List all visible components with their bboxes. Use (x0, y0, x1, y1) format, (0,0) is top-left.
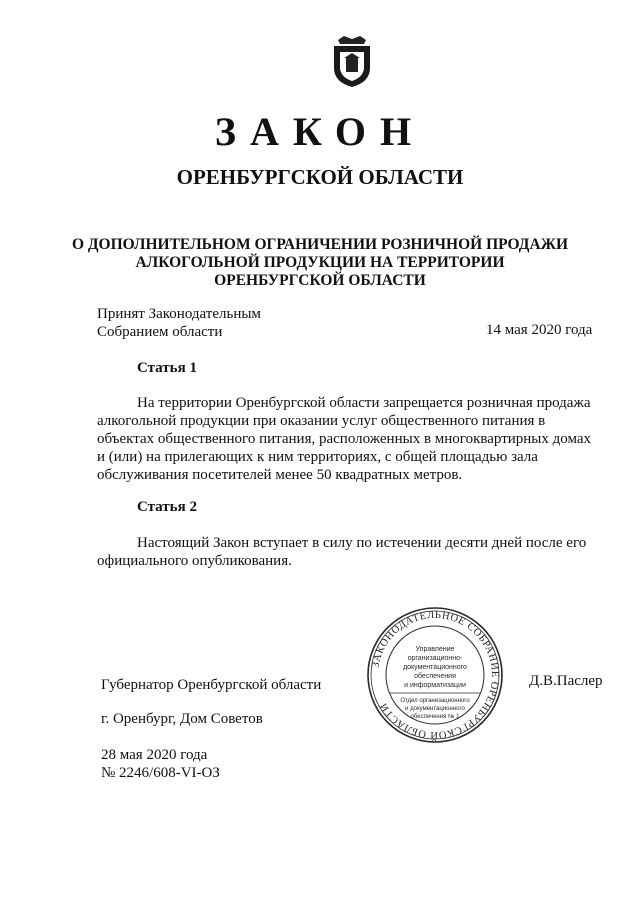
law-subject-line: ОРЕНБУРГСКОЙ ОБЛАСТИ (214, 272, 426, 289)
stamp-ring-text: ЗАКОНОДАТЕЛЬНОЕ СОБРАНИЕ ОРЕНБУРГСКОЙ ОБЛАСТИ (370, 609, 501, 741)
law-subject-line: О ДОПОЛНИТЕЛЬНОМ ОГРАНИЧЕНИИ РОЗНИЧНОЙ ПРОДАЖИ (71, 236, 569, 253)
article-2-heading: Статья 2 (137, 499, 197, 515)
stamp-text: обеспечения (414, 673, 456, 680)
region-title: ОРЕНБУРГСКОЙ ОБЛАСТИ (176, 165, 464, 189)
paragraph-line: и (или) на прилегающих к ним территориях, с общей площадью зала (97, 449, 538, 465)
article-1-body (97, 394, 604, 484)
stamp-text: Управление (415, 646, 455, 653)
stamp-text: организационно- (407, 655, 463, 662)
stamp-text: и документационного (405, 706, 465, 712)
stamp-text: Отдел организационного (400, 698, 470, 704)
paragraph-line: объектах общественного питания, расположенных в многоквартирных домах (97, 431, 592, 447)
signing-date: 28 мая 2020 года (101, 747, 208, 763)
orenburg-coat-of-arms-icon (330, 36, 374, 88)
article-1-heading: Статья 1 (137, 360, 197, 376)
stamp-text: обеспечения № 1 (410, 714, 460, 720)
adoption-text: Принят Законодательным (97, 306, 261, 322)
paragraph-line: На территории Оренбургской области запрещается розничная продажа (137, 395, 591, 411)
law-subject-line: АЛКОГОЛЬНОЙ ПРОДУКЦИИ НА ТЕРРИТОРИИ (135, 254, 505, 271)
paragraph-line: алкогольной продукции при оказании услуг общественного питания в (97, 413, 546, 429)
adoption-date: 14 мая 2020 года (486, 322, 593, 338)
law-title: ЗАКОН (214, 109, 426, 154)
paragraph-line: официального опубликования. (97, 553, 292, 569)
signatory-position: Губернатор Оренбургской области (101, 677, 322, 693)
law-number: № 2246/608-VI-ОЗ (101, 765, 220, 781)
signatory-name: Д.В.Паслер (529, 673, 603, 689)
signing-place: г. Оренбург, Дом Советов (101, 711, 263, 727)
article-2-body (97, 534, 604, 570)
adoption-text: Собранием области (97, 324, 223, 340)
paragraph-line: обслуживания посетителей менее 50 квадратных метров. (97, 467, 463, 483)
stamp-text: документационного (403, 664, 467, 671)
official-stamp (365, 605, 505, 745)
paragraph-line: Настоящий Закон вступает в силу по истечении десяти дней после его (137, 535, 587, 551)
stamp-text: и информатизации (404, 682, 466, 689)
